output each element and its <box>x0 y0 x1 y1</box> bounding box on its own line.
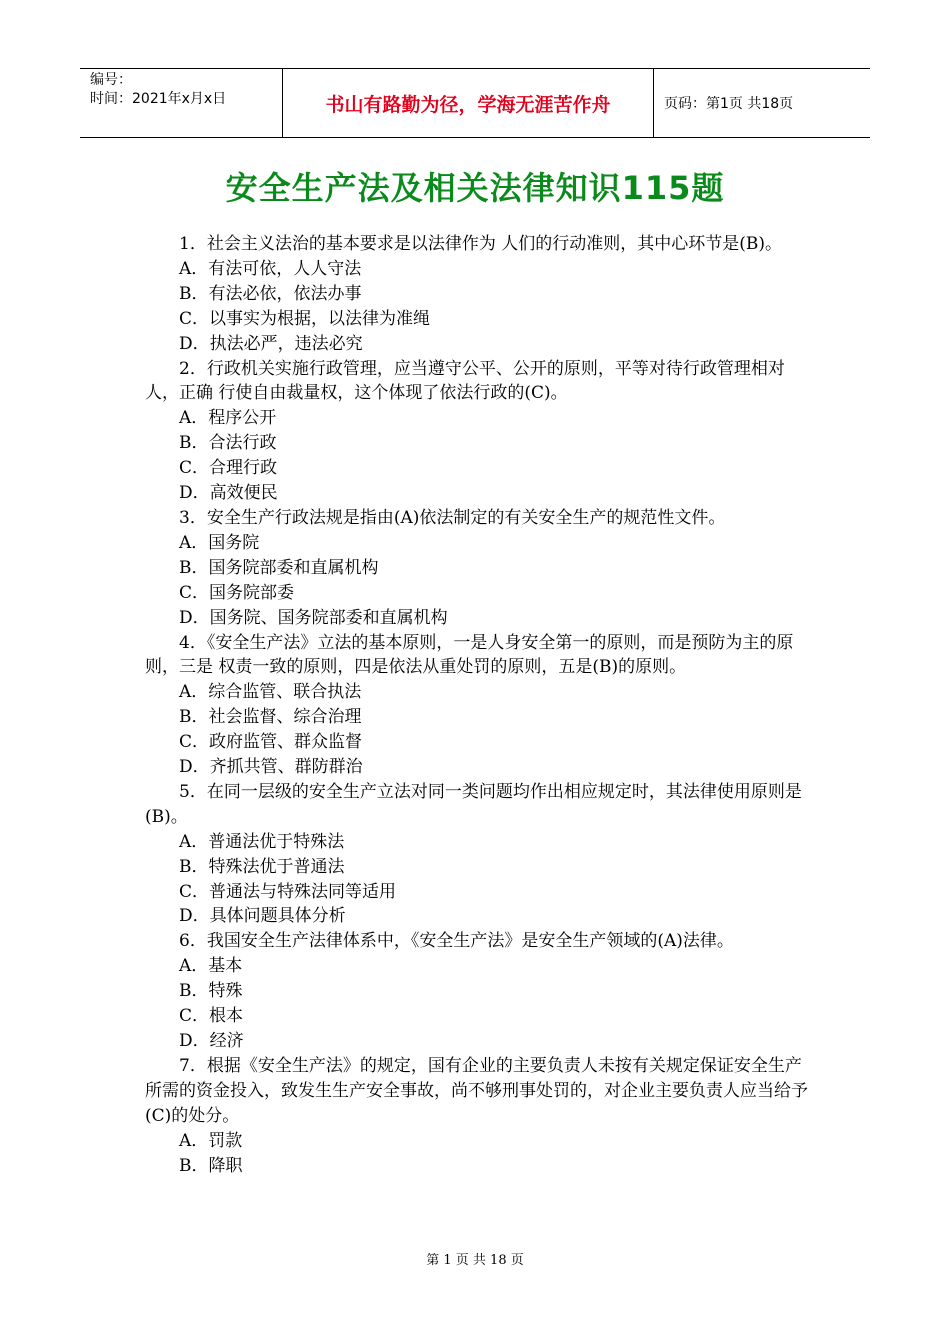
option: B．合法行政 <box>179 433 277 454</box>
option: A．罚款 <box>179 1130 243 1151</box>
question-5: 5．在同一层级的安全生产立法对同一类问题均作出相应规定时，其法律使用原则是(B)。 <box>145 781 802 827</box>
option: D．齐抓共管、群防群治 <box>179 757 363 778</box>
document-title: 安全生产法及相关法律知识115题 <box>225 169 725 207</box>
option: C．合理行政 <box>179 458 278 479</box>
page-footer: 第 1 页 共 18 页 <box>426 1253 524 1268</box>
option: B．国务院部委和直属机构 <box>179 557 379 578</box>
number-label: 编号： <box>90 72 132 88</box>
option: C．政府监管、群众监督 <box>179 732 363 753</box>
header-motto: 书山有路勤为径，学海无涯苦作舟 <box>282 69 654 137</box>
option: C．以事实为根据，以法律为准绳 <box>179 308 431 329</box>
option: B．降职 <box>179 1155 243 1176</box>
option: C．国务院部委 <box>179 582 295 603</box>
option: A．国务院 <box>179 532 260 553</box>
option: D．国务院、国务院部委和直属机构 <box>179 607 448 628</box>
option: D．高效便民 <box>179 483 278 504</box>
option: A．有法可依，人人守法 <box>179 258 362 279</box>
option: B．特殊 <box>179 981 243 1002</box>
question-list <box>145 232 810 1178</box>
option: A．综合监管、联合执法 <box>179 682 362 703</box>
option: B．社会监督、综合治理 <box>179 707 362 728</box>
option: D．经济 <box>179 1031 244 1051</box>
option: A．基本 <box>179 956 243 977</box>
option: C．根本 <box>179 1006 244 1027</box>
question-7: 7．根据《安全生产法》的规定，国有企业的主要负责人未按有关规定保证安全生产所需的资金投入，致发生生产安全事故，尚不够刑事处罚的，对企业主要负责人应当给予(C)的处分。 <box>145 1055 808 1126</box>
header-left-cell <box>80 69 282 137</box>
question-6: 6．我国安全生产法律体系中，《安全生产法》是安全生产领域的(A)法律。 <box>179 931 734 952</box>
time-label: 时间：2021年x月x日 <box>90 91 227 107</box>
option: A．程序公开 <box>179 408 277 429</box>
question-2: 2．行政机关实施行政管理，应当遵守公平、公开的原则，平等对待行政管理相对人，正确 行使自由裁量权，这个体现了依法行政的(C)。 <box>145 358 785 404</box>
option: A．普通法优于特殊法 <box>179 831 345 852</box>
option: D．具体问题具体分析 <box>179 906 346 927</box>
option: B．特殊法优于普通法 <box>179 856 345 877</box>
question-4: 4．《安全生产法》立法的基本原则，一是人身安全第一的原则，而是预防为主的原则，三是 权责一致的原则，四是依法从重处罚的原则，五是(B)的原则。 <box>145 632 794 678</box>
option: B．有法必依，依法办事 <box>179 283 362 304</box>
question-1: 1．社会主义法治的基本要求是以法律作为 人们的行动准则，其中心环节是(B)。 <box>179 234 782 254</box>
header-table <box>80 68 870 138</box>
question-3: 3．安全生产行政法规是指由(A)依法制定的有关安全生产的规范性文件。 <box>179 507 726 528</box>
option: D．执法必严，违法必究 <box>179 333 363 354</box>
option: C．普通法与特殊法同等适用 <box>179 881 397 902</box>
header-page-info: 页码：第1页 共18页 <box>664 96 794 112</box>
